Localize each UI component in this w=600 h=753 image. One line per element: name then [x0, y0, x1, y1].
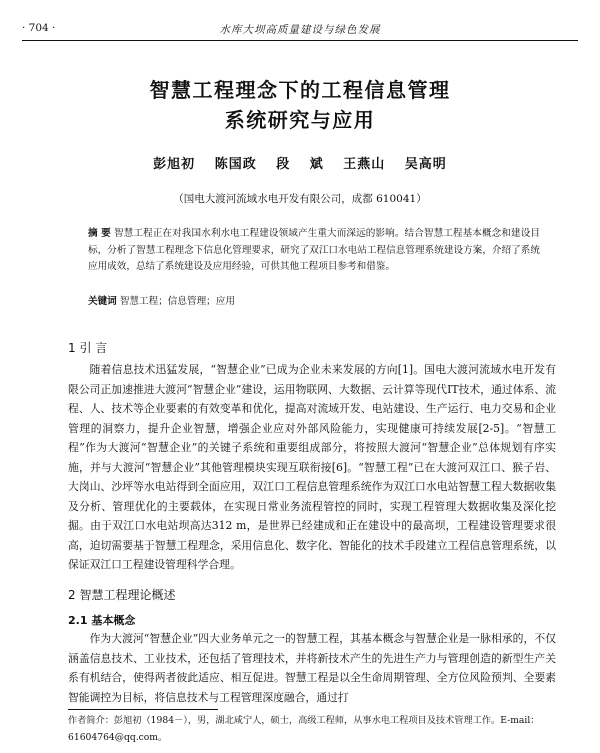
- page-number: · 704 ·: [22, 22, 56, 34]
- abstract-text: 智慧工程正在对我国水利水电工程建设领域产生重大而深远的影响。结合智慧工程基本概念和建设目标，分析了智慧工程理念下信息化管理要求，研究了双江口水电站工程信息管理系统建设方案，介绍了系统应用成效，总结了系统建设及应用经验，可供其他工程项目参考和借鉴。: [88, 228, 541, 272]
- paper-title-line1: 智慧工程理念下的工程信息管理: [149, 78, 451, 102]
- abstract: [88, 226, 540, 276]
- section-2-1-heading: 2.1 基本概念: [68, 614, 136, 627]
- affiliation: （国电大渡河流域水电开发有限公司，成都 610041）: [173, 193, 427, 205]
- abstract-label: 摘 要: [88, 228, 111, 239]
- running-header: [22, 22, 578, 41]
- footnote-divider: [68, 709, 218, 710]
- keywords-label: 关键词: [88, 296, 117, 307]
- section-1-heading: 1 引 言: [68, 341, 108, 355]
- section-2-heading: 2 智慧工程理论概述: [68, 588, 176, 602]
- section-2-1-paragraph: 作为大渡河“智慧企业”四大业务单元之一的智慧工程，其基本概念与智慧企业是一脉相承的，不仅涵盖信息技术、工业技术，还包括了管理技术，并将新技术产生的先进生产力与管理创造的新型生产关系有机结合，使得两者彼此适应、相互促进。智慧工程是以全生命周期管理、全方位风险预判、全要素智能调控为目标，将信息技术与工程管理深度融合，通过打: [68, 632, 556, 704]
- section-1-paragraph: 随着信息技术迅猛发展，“智慧企业”已成为企业未来发展的方向[1]。国电大渡河流域水电开发有限公司正加速推进大渡河“智慧企业”建设，运用物联网、大数据、云计算等现代IT技术，通过体系、流程、人、技术等企业要素的有效变革和优化，提高对流域开发、电站建设、生产运行、电力交易和企业管理的洞察力，提升企业智慧，增强企业应对外部风险能力，实现健康可持续发展[2-5]。“智慧工程”作为大渡河“智慧企业”的关键子系统和重要组成部分，将按照大渡河“智慧企业”总体规划有序实施，并与大渡河“智慧企业”其他管理模块实现互联衔接[6]。“智慧工程”已在大渡河双江口、猴子岩、大岗山、沙坪等水电站得到全面应用，双江口工程信息管理系统作为双江口水电站智慧工程大数据收集及分析、管理优化的主要载体，在实现日常业务流程管控的同时，实现工程管理大数据收集及深化挖掘。由于双江口水电站坝高达312 m，是世界已经建成和正在建设中的最高坝，工程建设管理要求很高，迫切需要基于智慧工程理念，采用信息化、数字化、智能化的技术手段建立工程信息管理系统，以保证双江口工程建设管理科学合理。: [68, 363, 556, 571]
- paper-title-line2: 系统研究与应用: [224, 108, 376, 132]
- author-footnote: 作者简介：彭旭初（1984－），男，湖北咸宁人，硕士，高级工程师，从事水电工程项目及技术管理工作。E-mail：61604764@qq.com。: [68, 715, 540, 743]
- journal-title: 水库大坝高质量建设与绿色发展: [219, 24, 381, 36]
- authors: 彭旭初 陈国政 段 斌 王燕山 吴高明: [153, 157, 447, 172]
- keywords: [88, 293, 540, 307]
- keywords-text: 智慧工程；信息管理；应用: [119, 296, 235, 307]
